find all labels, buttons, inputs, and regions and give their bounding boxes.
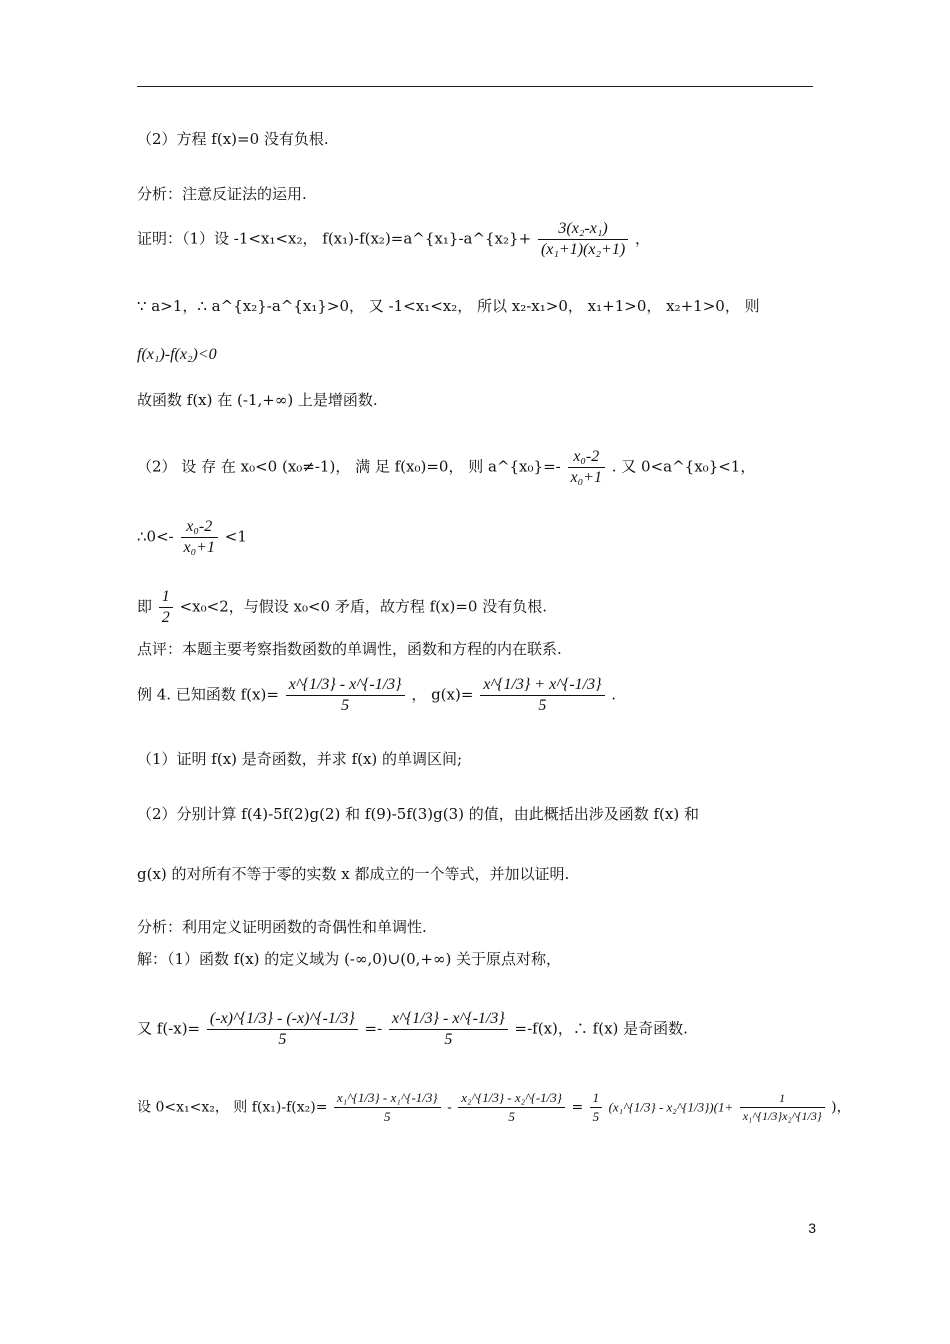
line-18-op: -: [447, 1099, 452, 1116]
line-12: （1）证明 f(x) 是奇函数，并求 f(x) 的单调区间;: [137, 750, 463, 768]
fraction: [389, 1010, 508, 1049]
numerator: 1: [159, 588, 173, 608]
line-18-tail: )，: [831, 1099, 851, 1116]
line-10: 点评：本题主要考察指数函数的单调性，函数和方程的内在联系.: [137, 640, 562, 658]
text-line: [137, 220, 813, 259]
denominator: x₀+1: [570, 469, 602, 486]
line-11-lead: 例 4. 已知函数 f(x)=: [137, 685, 279, 704]
line-4: ∵ a>1，∴ a^{x₂}-a^{x₁}>0， 又 -1<x₁<x₂， 所以 x₂-x₁>0， x₁+1>0， x₂+1>0， 则: [137, 297, 760, 315]
text-line: [137, 389, 813, 410]
denominator: x₀+1: [183, 539, 215, 556]
line-17-lead: 又 f(-x)=: [137, 1019, 201, 1038]
numerator: (-x)^{1/3} - (-x)^{-1/3}: [207, 1010, 358, 1030]
line-1: （2）方程 f(x)=0 没有负根.: [137, 130, 329, 148]
line-11-tail: .: [611, 685, 617, 704]
denominator: 5: [278, 1031, 287, 1048]
numerator: 1: [740, 1091, 825, 1108]
denominator: (x₁+1)(x₂+1): [540, 241, 626, 258]
line-14: g(x) 的对所有不等于零的实数 x 都成立的一个等式，并加以证明.: [137, 865, 570, 883]
fraction: [590, 1090, 603, 1125]
fraction: [538, 220, 628, 259]
text-line: [137, 448, 813, 487]
denominator: 5: [508, 1109, 515, 1124]
line-18-mid: (x₁^{1/3} - x₂^{1/3})(1+: [608, 1099, 734, 1115]
denominator: 2: [161, 609, 170, 626]
line-2: 分析：注意反证法的运用.: [137, 185, 307, 203]
line-8-lead: ∴0<-: [137, 527, 174, 546]
text-line: [137, 1010, 813, 1049]
numerator: 3(x₂-x₁): [538, 220, 628, 240]
line-8-tail: <1: [224, 527, 247, 546]
numerator: x^{1/3} - x^{-1/3}: [389, 1010, 508, 1030]
text-line: [137, 748, 813, 769]
numerator: x^{1/3} + x^{-1/3}: [480, 676, 604, 696]
line-7-lead: （2） 设 存 在 x₀<0 (x₀≠-1)， 满 足 f(x₀)=0， 则 a^{x₀}=-: [137, 457, 561, 476]
fraction: [568, 448, 605, 487]
page-number: 3: [808, 1220, 816, 1236]
line-5: f(x₁)-f(x₂)<0: [137, 346, 217, 363]
line-16: 解：（1）函数 f(x) 的定义域为 (-∞,0)∪(0,+∞) 关于原点对称，: [137, 950, 562, 968]
denominator: 5: [341, 697, 350, 714]
line-9-lead: 即: [137, 597, 153, 616]
fraction: [286, 676, 405, 715]
numerator: x₀-2: [568, 448, 605, 468]
fraction: [740, 1091, 825, 1124]
text-line: [137, 346, 813, 364]
numerator: x₁^{1/3} - x₁^{-1/3}: [334, 1090, 441, 1108]
line-15: 分析：利用定义证明函数的奇偶性和单调性.: [137, 918, 427, 936]
line-18-eq: =: [571, 1099, 584, 1116]
text-line: [137, 803, 813, 824]
numerator: x₀-2: [181, 518, 218, 538]
fraction: [334, 1090, 441, 1125]
fraction: [159, 588, 173, 627]
text-line: [137, 295, 813, 316]
line-13: （2）分别计算 f(4)-5f(2)g(2) 和 f(9)-5f(3)g(3) 的值，由此概括出涉及函数 f(x) 和: [137, 805, 699, 823]
line-17-tail: =-f(x)，∴ f(x) 是奇函数.: [514, 1019, 688, 1038]
line-11-mid: ， g(x)=: [411, 685, 474, 704]
fraction: [458, 1090, 565, 1125]
fraction: [480, 676, 604, 715]
denominator: 5: [383, 1109, 391, 1124]
line-17-mid: =-: [364, 1019, 383, 1038]
text-line: [137, 128, 813, 149]
denominator: 5: [538, 697, 547, 714]
header-rule: [137, 86, 813, 87]
line-9-tail: <x₀<2，与假设 x₀<0 矛盾，故方程 f(x)=0 没有负根.: [179, 597, 547, 616]
denominator: 5: [444, 1031, 453, 1048]
line-3-tail: ，: [634, 229, 650, 248]
fraction: [207, 1010, 358, 1049]
text-line: [137, 638, 813, 659]
numerator: x^{1/3} - x^{-1/3}: [286, 676, 405, 696]
text-line: [137, 863, 813, 884]
text-line: [137, 183, 813, 204]
denominator: x₁^{1/3}x₂^{1/3}: [742, 1109, 822, 1123]
text-line: [137, 916, 813, 937]
numerator: 1: [590, 1090, 603, 1108]
fraction: [181, 518, 218, 557]
text-line: [137, 676, 813, 715]
line-18-lead: 设 0<x₁<x₂， 则 f(x₁)-f(x₂)=: [137, 1099, 328, 1116]
line-3-lead: 证明：（1）设 -1<x₁<x₂， f(x₁)-f(x₂)=a^{x₁}-a^{x₂}+: [137, 229, 532, 248]
line-6: 故函数 f(x) 在 (-1,+∞) 上是增函数.: [137, 391, 378, 409]
denominator: 5: [592, 1109, 600, 1124]
line-7-tail: . 又 0<a^{x₀}<1，: [611, 457, 756, 476]
numerator: x₂^{1/3} - x₂^{-1/3}: [458, 1090, 565, 1108]
text-line: [137, 948, 813, 969]
text-line: [137, 518, 813, 557]
text-line: [137, 1090, 851, 1125]
text-line: [137, 588, 813, 627]
